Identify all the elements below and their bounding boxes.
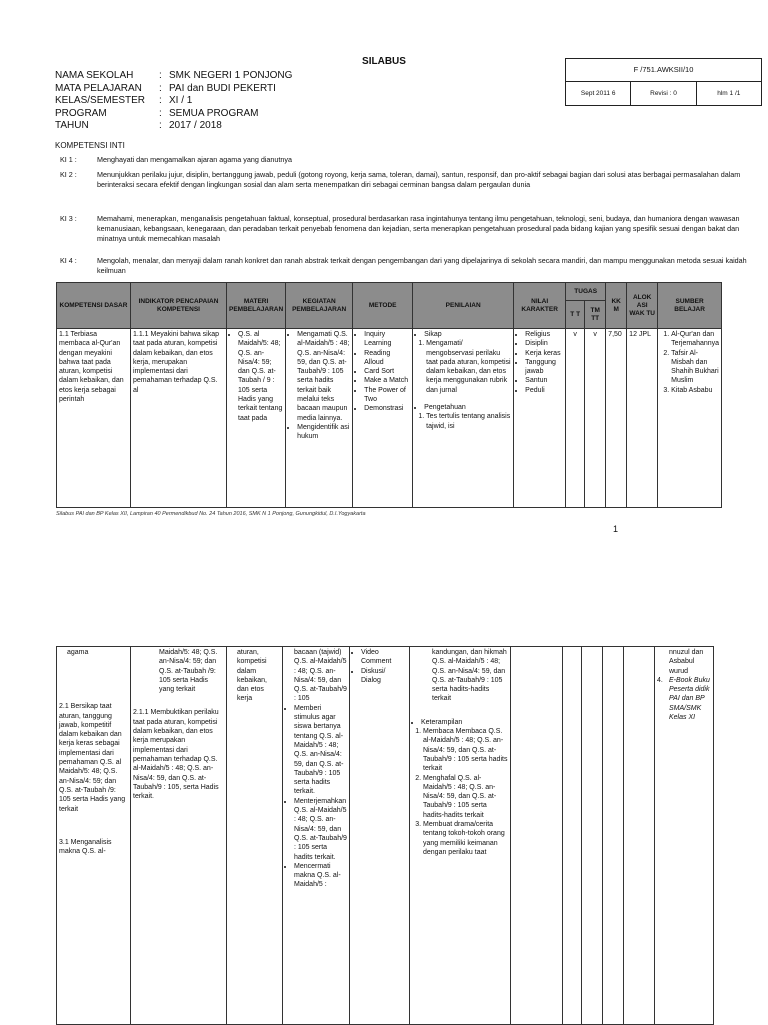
th-tugas: TUGAS <box>566 283 606 301</box>
ident-key: KELAS/SEMESTER <box>55 95 146 106</box>
form-hlm: hlm 1 /1 <box>717 90 741 97</box>
cell-nilai-karakter <box>511 647 563 1025</box>
page-title: SILABUS <box>362 56 406 67</box>
cell-tmtt: v <box>585 329 606 508</box>
th-kkm: KK M <box>606 283 627 329</box>
cell-penilaian: kandungan, dan hikmah Q.S. al-Maidah/5 : 48; Q.S. an-Nisa/4: 59, dan Q.S. at-Taubah/9 : 105 serta hadits-hadits terkait • Keterampilan 1. Membaca Membaca Q.S. al-Maidah/5 : 48; Q.S. an-Nisa/4: 59, dan Q.S. at-Taubah/9 : 105 serta hadits terkait 2. Menghafal Q.S. al-Maidah/5 : 48; Q.S. an-Nisa/4: 59, dan Q.S. at-Taubah/9 : 105 serta hadits-hadits terkait 3. Membuat drama/cerita tentang tokoh-tokoh orang yang memiliki keimanan dengan perilaku taat <box>410 647 511 1025</box>
cell-kd: agama 2.1 Bersikap taat aturan, tanggung jawab, kompetitif dalam kebaikan dan kerja keras sebagai implementasi dari pemahaman Q.S. al Maidah/5: 48; Q.S. an-Nisa/4: 59; dan Q.S. at-Taubah /9: 105 serta Hadis yang terkait 3.1 Menganalisis makna Q.S. al- <box>57 647 131 1025</box>
ident-value: 2017 / 2018 <box>169 120 222 131</box>
ki-item: KI 2 : Menunjukkan perilaku jujur, disiplin, bertanggung jawab, peduli (gotong royong, kerja sama, toleran, damai), santun, responsif, dan pro-aktif sebagai bagian dari solusi atas berbagai permasalahan dalam berinteraksi secara efektif dengan lingkungan sosial dan alam serta menempatkan diri sebagai cerminan bangsa dalam pergaulan dunia <box>60 170 741 189</box>
form-code-box <box>565 58 762 106</box>
form-code: F /751.AWKSII/10 <box>566 59 761 82</box>
th-kegiatan: KEGIATAN PEMBELAJARAN <box>286 283 353 329</box>
form-date: Sept 2011 6 <box>566 82 631 105</box>
ident-value: SMK NEGERI 1 PONJONG <box>169 70 293 81</box>
th-sumber: SUMBER BELAJAR <box>658 283 722 329</box>
ident-key: MATA PELAJARAN <box>55 82 142 94</box>
cell-alokasi: 12 JPL <box>627 329 658 508</box>
cell-metode: • Video Comment • Diskusi/ Dialog <box>350 647 410 1025</box>
cell-materi: • Q.S. al Maidah/5: 48; Q.S. an-Nisa/4: 59; dan Q.S. at-Taubah / 9 : 105 serta Hadis yang terkait tentang taat pada <box>227 329 286 508</box>
syllabus-table-page1 <box>56 282 722 508</box>
cell-kd: 1.1 Terbiasa membaca al-Qur'an dengan meyakini bahwa taat pada aturan, kompetisi dalam kebaikan, dan etos kerja sebagai perintah <box>57 329 131 508</box>
cell-indikator: 1.1.1 Meyakini bahwa sikap taat pada aturan, kompetisi dalam kebaikan, dan etos kerja, merupakan implementasi dari pemahaman terhadap Q.S. al <box>131 329 227 508</box>
cell-kkm: 7,50 <box>606 329 627 508</box>
ki-item: KI 1 : Menghayati dan mengamalkan ajaran agama yang dianutnya <box>60 155 292 164</box>
th-nilai-karakter: NILAI KARAKTER <box>514 283 566 329</box>
cell-penilaian: • Sikap 1. Mengamati/ mengobservasi perilaku taat pada aturan, kompetisi dalam kebaikan, dan etos kerja menggunakan rubrik dan jurnal • Pengetahuan 1. Tes tertulis tentang analisis tajwid, isi <box>413 329 514 508</box>
ident-value: XI / 1 <box>169 95 193 106</box>
ident-value: PAI dan BUDI PEKERTI <box>169 82 276 94</box>
th-tmtt: TM TT <box>585 301 606 329</box>
cell-tmtt <box>582 647 603 1025</box>
th-alokasi: ALOK ASI WAK TU <box>627 283 658 329</box>
ident-key: NAMA SEKOLAH <box>55 70 134 81</box>
ki-item: KI 4 : Mengolah, menalar, dan menyaji dalam ranah konkret dan ranah abstrak terkait dengan pengembangan dari yang dipelajarinya di sekolah secara mandiri, dan mampu menggunakan metoda sesuai kaidah keilmuan <box>60 256 747 275</box>
cell-materi: aturan, kompetisi dalam kebaikan, dan etos kerja <box>227 647 283 1025</box>
th-penilaian: PENILAIAN <box>413 283 514 329</box>
cell-sumber: nnuzul dan Asbabul wurud 4. E-Book Buku Peserta didik PAI dan BP SMA/SMK Kelas XI <box>655 647 714 1025</box>
cell-kegiatan: bacaan (tajwid) Q.S. al-Maidah/5 : 48; Q.S. an-Nisa/4: 59, dan Q.S. at-Taubah/9 : 105 • Memberi stimulus agar siswa bertanya tentang Q.S. al-Maidah/5 : 48; Q.S. an-Nisa/4: 59, dan Q.S. at-Taubah/9 : 105 serta hadits terkait. • Menterjemahkan Q.S. al-Maidah/5 : 48; Q.S. an-Nisa/4: 59, dan Q.S. at-Taubah/9 : 105 serta hadits terkait. • Mencermati makna Q.S. al-Maidah/5 : <box>283 647 350 1025</box>
ident-key: TAHUN <box>55 120 89 131</box>
cell-tt <box>563 647 582 1025</box>
th-kd: KOMPETENSI DASAR <box>57 283 131 329</box>
th-metode: METODE <box>353 283 413 329</box>
page-number: 1 <box>613 524 619 534</box>
syllabus-table-page2 <box>56 646 714 1025</box>
form-revisi: Revisi : 0 <box>631 82 696 105</box>
ident-key: PROGRAM <box>55 107 107 119</box>
ident-value: SEMUA PROGRAM <box>169 107 259 119</box>
th-indikator: INDIKATOR PENCAPAIAN KOMPETENSI <box>131 283 227 329</box>
th-materi: MATERI PEMBELAJARAN <box>227 283 286 329</box>
ki-item: KI 3 : Memahami, menerapkan, menganalisis pengetahuan faktual, konseptual, prosedural berdasarkan rasa ingintahunya tentang ilmu pengetahuan, teknologi, seni, budaya, dan humaniora dengan wawasan kemanusiaan, kebangsaan, kenegaraan, dan peradaban terkait penyebab fenomena dan kejadian, serta menerapkan pengetahuan prosedural pada bidang kajian yang spesifik sesuai dengan bakat dan minatnya untuk memecahkan masalah <box>60 214 740 243</box>
identity-block: NAMA SEKOLAH : SMK NEGERI 1 PONJONG MATA PELAJARAN : PAI dan BUDI PEKERTI KELAS/SEMESTER : XI / 1 PROGRAM : SEMUA PROGRAM TAHUN : 2017 / 2018 <box>55 70 293 131</box>
cell-metode: • Inquiry Learning • Reading Alloud • Card Sort • Make a Match • The Power of Two • Demonstrasi <box>353 329 413 508</box>
cell-kegiatan: • Mengamati Q.S. al-Maidah/5 : 48; Q.S. an-Nisa/4: 59, dan Q.S. at-Taubah/9 : 105 serta hadits terkait baik melalui teks bacaan maupun media lainnya. • Mengidentifik asi hukum <box>286 329 353 508</box>
cell-sumber: 1. Al-Qur'an dan Terjemahannya 2. Tafsir Al-Misbah dan Shahih Bukhari Muslim 3. Kitab Asbabu <box>658 329 722 508</box>
cell-tt: v <box>566 329 585 508</box>
cell-alokasi <box>624 647 655 1025</box>
footnote: Silabus PAI dan BP Kelas XII, Lampiran 40 Permendikbud No. 24 Tahun 2016, SMK N 1 Ponjong, Gunungkidul, D.I.Yogyakarta <box>56 511 366 517</box>
cell-kkm <box>603 647 624 1025</box>
th-tt: T T <box>566 301 585 329</box>
cell-indikator: Maidah/5: 48; Q.S. an-Nisa/4: 59; dan Q.S. at-Taubah /9: 105 serta Hadis yang terkait 2.1.1 Membuktikan perilaku taat pada aturan, kompetisi dalam kebaikan, dan etos kerja merupakan implementasi dari pemahaman terhadap Q.S. al-Maidah/5 : 48; Q.S. an-Nisa/4: 59, dan Q.S. at-Taubah/9 : 105, serta Hadis terkait. <box>131 647 227 1025</box>
cell-nilai-karakter: • Religius • Disiplin • Kerja keras • Tanggung jawab • Santun • Peduli <box>514 329 566 508</box>
ki-heading: KOMPETENSI INTI <box>55 141 125 150</box>
